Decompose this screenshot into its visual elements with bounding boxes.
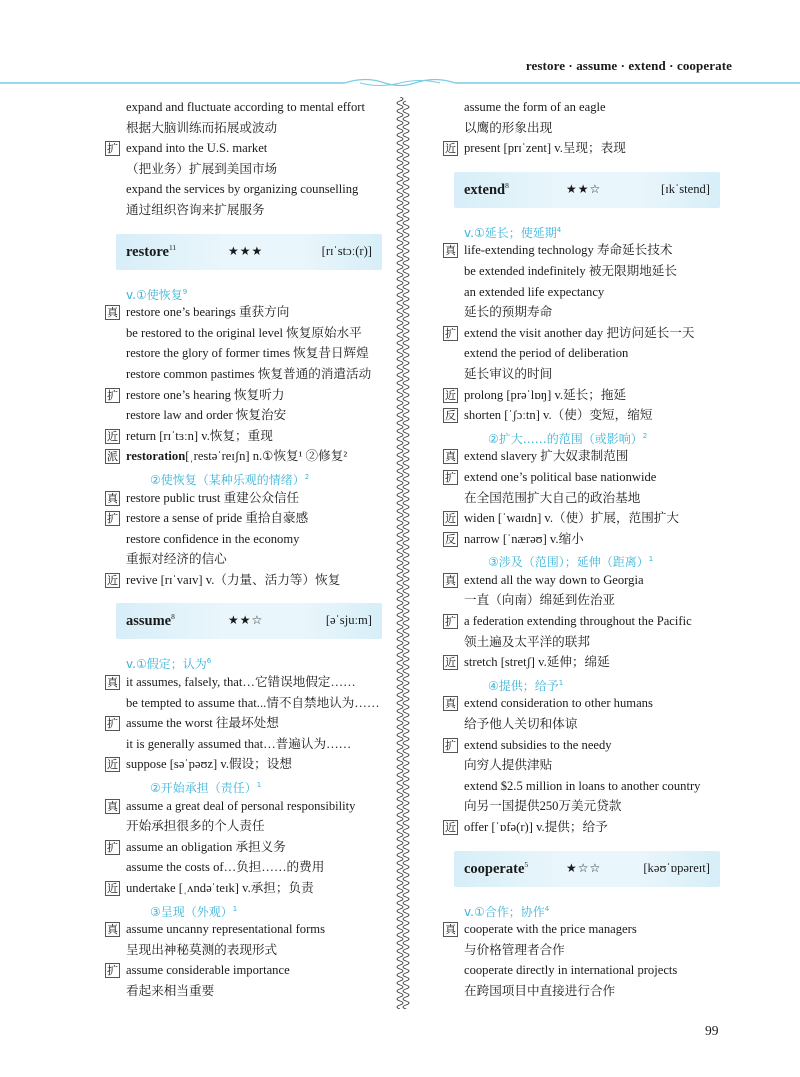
frequency-count: 8 (171, 612, 175, 622)
entry-line (100, 385, 390, 406)
sense-heading (100, 467, 390, 488)
headword (464, 860, 528, 878)
right-column (438, 97, 734, 1002)
entry-line (100, 302, 390, 323)
entry-line (100, 364, 390, 385)
label-badge: 扩 (445, 615, 456, 629)
page-number: 99 (705, 1023, 719, 1038)
entry-text: 看起来相当重要 (126, 983, 215, 998)
frequency-count: 5 (524, 859, 529, 869)
entry-text: assume the worst 往最坏处想 (126, 716, 279, 731)
entry-text: 给予他人关切和体谅 (464, 717, 578, 732)
header-ornament-rule (0, 78, 800, 88)
entry-line (438, 97, 734, 118)
sense-heading (100, 282, 390, 303)
entry-text: prolong [prəˈlɒŋ] v.延长；拖延 (464, 387, 627, 402)
entry-line (100, 919, 390, 940)
sense-count: 4 (544, 904, 550, 913)
headword (126, 612, 175, 630)
sense-count: 4 (556, 225, 562, 234)
label-badge: 真 (107, 799, 118, 813)
frequency-count: 11 (168, 242, 177, 252)
entry-line (100, 179, 390, 200)
label-badge: 扩 (107, 142, 118, 156)
entry-text: revive [rɪˈvaɪv] v.（力量、活力等）恢复 (126, 572, 341, 587)
frequency-count: 8 (505, 180, 509, 190)
entry-text: narrow [ˈnærəʊ] v.缩小 (464, 531, 584, 546)
star-rating: ★★☆ (566, 181, 602, 196)
entry-line (438, 735, 734, 756)
entry-text: assume an obligation 承担义务 (126, 839, 286, 854)
headword-box-restore (116, 234, 382, 270)
label-badge: 扩 (107, 717, 118, 731)
entry-line (438, 467, 734, 488)
label-badge: 真 (107, 676, 118, 690)
entry-text: expand into the U.S. market (126, 141, 268, 156)
label-badge: 真 (445, 697, 456, 711)
sense-heading (438, 899, 734, 920)
label-badge: 反 (445, 409, 456, 423)
label-badge: 真 (445, 573, 456, 587)
entry-text: restore public trust 重建公众信任 (126, 490, 300, 505)
pronunciation: [ɪkˈstend] (661, 181, 710, 196)
entry-line (438, 981, 734, 1002)
entry-line (100, 405, 390, 426)
left-column (100, 97, 390, 1002)
entry-line (100, 97, 390, 118)
label-badge: 真 (107, 306, 118, 320)
entry-text: 通过组织咨询来扩展服务 (126, 202, 265, 217)
entry-text: extend slavery 扩大奴隶制范围 (464, 449, 629, 464)
entry-line (438, 714, 734, 735)
entry-line (100, 693, 390, 714)
entry-line (100, 796, 390, 817)
entry-text: cooperate with the price managers (464, 922, 637, 937)
entry-line (100, 878, 390, 899)
entry-text: offer [ˈɒfə(r)] v.提供；给予 (464, 820, 608, 834)
entry-line (100, 529, 390, 550)
entry-line (100, 940, 390, 961)
entry-text: be restored to the original level 恢复原始水平 (126, 325, 362, 340)
entry-line (438, 261, 734, 282)
entry-text: restore confidence in the economy (126, 531, 300, 546)
headword-text: extend (464, 181, 506, 198)
entry-line (438, 529, 734, 550)
entry-line (438, 776, 734, 797)
entry-text: extend $2.5 million in loans to another country (464, 778, 701, 793)
headword-box-cooperate (454, 851, 720, 887)
entry-text: 以鹰的形象出现 (464, 120, 553, 135)
entry-text: 向另一国提供250万美元贷款 (464, 799, 622, 814)
sense-text: ④提供；给予 (488, 678, 559, 693)
sense-count: 6 (206, 657, 212, 666)
sense-count: 2 (304, 472, 310, 481)
sense-heading (100, 651, 390, 672)
headword-box-assume (116, 603, 382, 639)
entry-text: 在全国范围扩大自己的政治基地 (464, 490, 641, 505)
headword-text: assume (126, 613, 172, 630)
entry-line (438, 590, 734, 611)
entry-line (100, 118, 390, 139)
entry-line (100, 713, 390, 734)
star-rating: ★★☆ (228, 613, 264, 628)
divider-curl-left (397, 97, 403, 1009)
sense-heading (438, 220, 734, 241)
entry-line (438, 240, 734, 261)
entry-text: 重振对经济的信心 (126, 552, 227, 567)
entry-text: assume the form of an eagle (464, 100, 606, 114)
sense-text: v.①合作；协作 (464, 904, 545, 919)
entry-text: extend subsidies to the needy (464, 737, 612, 752)
label-badge: 真 (107, 491, 118, 505)
entry-text: [ˌrestəˈreɪʃn] n.①恢复¹ ②修复² (185, 449, 348, 464)
entry-line (438, 343, 734, 364)
entry-line (438, 919, 734, 940)
label-badge: 近 (107, 758, 118, 772)
divider-curl-right (403, 101, 409, 1009)
label-badge: 近 (445, 142, 456, 156)
entry-text: restore a sense of pride 重拾自豪感 (126, 511, 309, 526)
entry-line (100, 446, 390, 467)
label-badge: 扩 (107, 964, 118, 978)
label-badge: 近 (445, 512, 456, 526)
entry-line (438, 323, 734, 344)
entry-line (438, 817, 734, 838)
entry-line (438, 508, 734, 529)
entry-line (438, 960, 734, 981)
entry-text: restore the glory of former times 恢复昔日辉煌 (126, 346, 369, 361)
entry-text: be tempted to assume that...情不自禁地认为…… (126, 695, 380, 710)
entry-line (438, 405, 734, 426)
entry-text: （把业务）扩展到美国市场 (126, 161, 278, 176)
entry-line (438, 118, 734, 139)
sense-text: ②扩大……的范围（或影响） (488, 431, 643, 446)
pronunciation: [əˈsjuːm] (325, 613, 372, 628)
entry-text: extend the visit another day 把访问延长一天 (464, 325, 695, 340)
entry-line (438, 282, 734, 303)
entry-text: restore common pastimes 恢复普通的消遣活动 (126, 366, 372, 381)
entry-line (438, 940, 734, 961)
entry-line (438, 385, 734, 406)
entry-line (438, 652, 734, 673)
label-badge: 真 (107, 923, 118, 937)
headword-box-extend (454, 172, 720, 208)
entry-line (438, 138, 734, 159)
sense-text: ②开始承担（责任） (150, 781, 257, 796)
entry-text: 延长审议的时间 (464, 366, 553, 381)
entry-line (100, 426, 390, 447)
entry-text: assume the costs of…负担……的费用 (126, 860, 325, 875)
label-badge: 近 (445, 656, 456, 670)
entry-line (100, 734, 390, 755)
sense-heading (100, 899, 390, 920)
label-badge: 真 (445, 923, 456, 937)
sense-count: 1 (256, 781, 262, 790)
sense-count: 9 (182, 287, 188, 296)
entry-text: 延长的预期寿命 (464, 305, 553, 320)
entry-text: 与价格管理者合作 (464, 942, 565, 957)
sense-count: 1 (558, 678, 564, 687)
entry-text: extend one’s political base nationwide (464, 469, 657, 484)
label-badge: 真 (445, 450, 456, 464)
entry-text: 领土遍及太平洋的联邦 (464, 634, 590, 649)
entry-line (100, 960, 390, 981)
sense-count: 1 (648, 555, 654, 564)
entry-text: cooperate directly in international projects (464, 963, 678, 978)
entry-line (438, 570, 734, 591)
entry-line (438, 796, 734, 817)
sense-text: ③呈现（外观） (150, 904, 233, 919)
entry-line (100, 159, 390, 180)
headword-text: cooperate (464, 860, 525, 877)
entry-text: it assumes, falsely, that…它错误地假定…… (126, 675, 356, 690)
entry-text: stretch [stretʃ] v.延伸；绵延 (464, 655, 610, 670)
entry-text: life-extending technology 寿命延长技术 (464, 243, 673, 258)
entry-line (100, 570, 390, 591)
entry-line (438, 755, 734, 776)
star-rating: ★☆☆ (566, 860, 602, 875)
entry-line (100, 672, 390, 693)
sense-count: 2 (642, 431, 648, 440)
pronunciation: [kəʊˈɒpəreɪt] (643, 860, 710, 875)
entry-text: an extended life expectancy (464, 284, 605, 299)
entry-text: expand and fluctuate according to mental effort (126, 100, 365, 114)
entry-text: assume considerable importance (126, 963, 290, 978)
label-badge: 扩 (445, 326, 456, 340)
entry-text: 一直（向南）绵延到佐治亚 (464, 593, 616, 608)
entry-line (100, 857, 390, 878)
sense-heading (100, 775, 390, 796)
entry-line (100, 138, 390, 159)
entry-text: shorten [ˈʃɔːtn] v.（使）变短，缩短 (464, 408, 653, 423)
entry-text: restore one’s hearing 恢复听力 (126, 387, 285, 402)
entry-line (100, 837, 390, 858)
entry-line (438, 302, 734, 323)
entry-text: 呈现出神秘莫测的表现形式 (126, 942, 278, 957)
label-badge: 扩 (107, 388, 118, 402)
entry-line (100, 549, 390, 570)
label-badge: 近 (107, 429, 118, 443)
running-header: restore · assume · extend · cooperate (525, 58, 732, 73)
star-rating: ★★★ (228, 243, 264, 258)
pronunciation: [rɪˈstɔː(r)] (321, 243, 372, 258)
entry-text: extend consideration to other humans (464, 696, 653, 711)
entry-line (100, 343, 390, 364)
sense-count: 1 (232, 904, 238, 913)
entry-line (438, 488, 734, 509)
label-badge: 近 (107, 573, 118, 587)
headword (464, 181, 509, 199)
entry-text: 向穷人提供津贴 (464, 758, 553, 773)
sense-text: v.①假定；认为 (126, 657, 207, 672)
entry-line (438, 611, 734, 632)
sense-heading (438, 549, 734, 570)
label-badge: 近 (445, 388, 456, 402)
label-badge: 扩 (445, 738, 456, 752)
entry-text: it is generally assumed that…普遍认为…… (126, 736, 352, 751)
entry-text: suppose [səˈpəʊz] v.假设；设想 (126, 757, 292, 772)
sense-heading (438, 673, 734, 694)
derived-word: restoration (126, 449, 186, 464)
sense-heading (438, 426, 734, 447)
entry-text: a federation extending throughout the Pacific (464, 614, 692, 629)
entry-line (438, 446, 734, 467)
headword-text: restore (126, 243, 169, 260)
entry-line (100, 323, 390, 344)
entry-text: undertake [ˌʌndəˈteɪk] v.承担；负责 (126, 881, 314, 895)
entry-text: 开始承担很多的个人责任 (126, 819, 265, 834)
sense-text: ②使恢复（某种乐观的情绪） (150, 472, 305, 487)
entry-text: 在跨国项目中直接进行合作 (464, 983, 616, 998)
label-badge: 派 (107, 450, 118, 464)
label-badge: 近 (445, 821, 456, 834)
headword (126, 243, 176, 261)
entry-line (100, 488, 390, 509)
entry-text: be extended indefinitely 被无限期地延长 (464, 263, 677, 278)
entry-text: assume a great deal of personal responsibility (126, 798, 356, 813)
entry-line (100, 816, 390, 837)
entry-text: assume uncanny representational forms (126, 922, 325, 937)
entry-line (438, 632, 734, 653)
sense-text: ③涉及（范围）；延伸（距离） (488, 555, 649, 570)
entry-line (100, 508, 390, 529)
entry-text: expand the services by organizing counselling (126, 182, 359, 197)
entry-line (438, 693, 734, 714)
entry-line (100, 754, 390, 775)
entry-text: present [prɪˈzent] v.呈现；表现 (464, 141, 626, 156)
entry-text: 根据大脑训练而拓展或波动 (126, 120, 278, 135)
entry-text: return [rɪˈtɜːn] v.恢复；重现 (126, 428, 273, 443)
entry-text: widen [ˈwaɪdn] v.（使）扩展，范围扩大 (464, 511, 679, 526)
sense-text: v.①使恢复 (126, 287, 183, 302)
entry-text: restore law and order 恢复治安 (126, 408, 287, 423)
column-divider-ornament (391, 97, 415, 1009)
sense-text: v.①延长；使延期 (464, 225, 557, 240)
entry-text: extend all the way down to Georgia (464, 572, 644, 587)
entry-line (100, 981, 390, 1002)
label-badge: 扩 (445, 470, 456, 484)
label-badge: 扩 (107, 840, 118, 854)
entry-line (438, 364, 734, 385)
entry-line (100, 200, 390, 221)
entry-text: restore one’s bearings 重获方向 (126, 305, 290, 320)
label-badge: 扩 (107, 512, 118, 526)
entry-text: extend the period of deliberation (464, 346, 629, 361)
label-badge: 真 (445, 244, 456, 258)
label-badge: 反 (445, 532, 456, 546)
label-badge: 近 (107, 882, 118, 895)
